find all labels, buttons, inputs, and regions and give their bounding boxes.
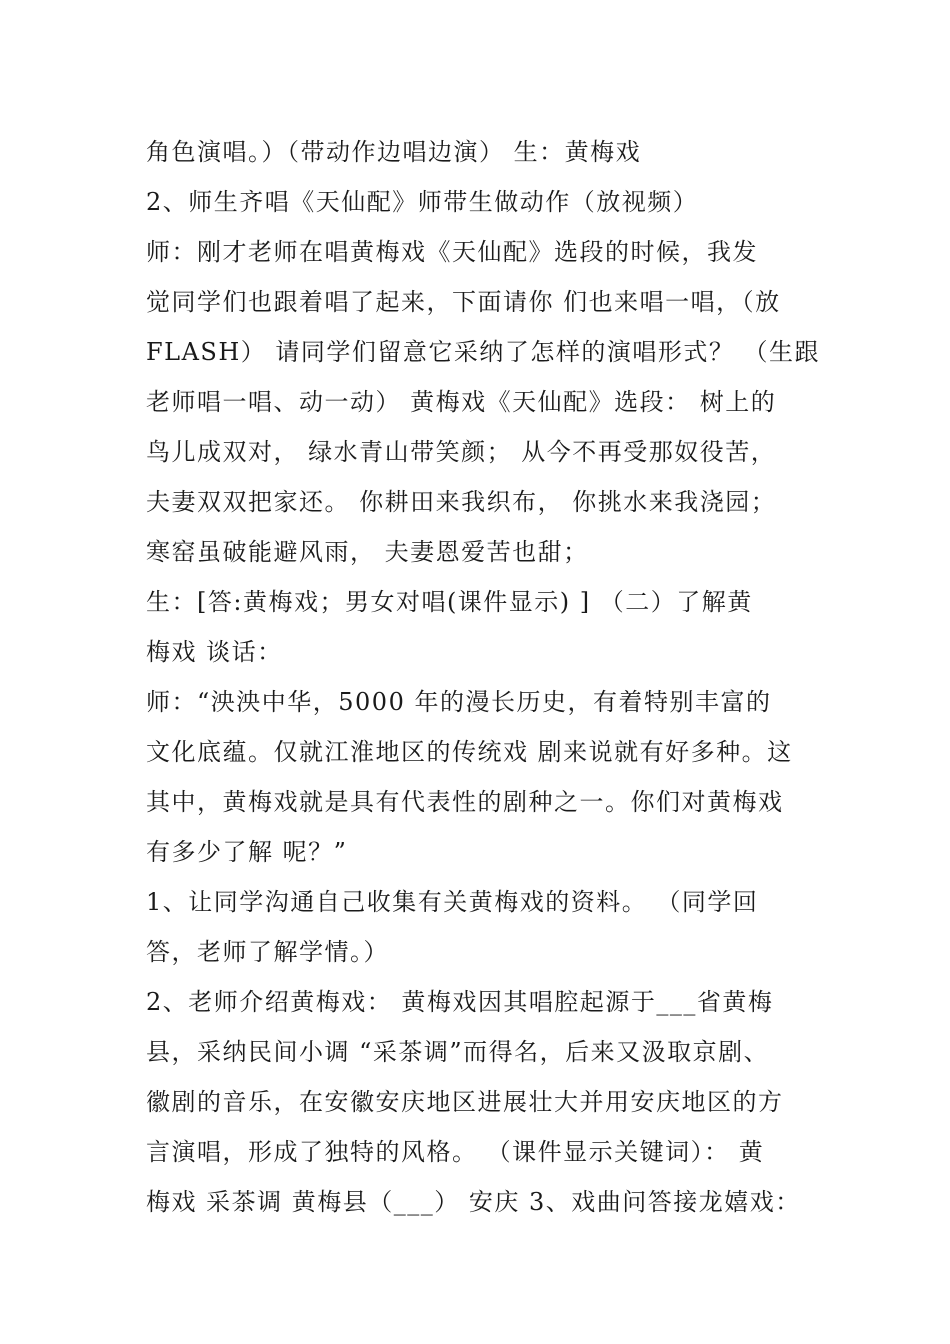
- text-line: 县，采纳民间小调 “采茶调”而得名，后来又汲取京剧、: [146, 1038, 770, 1066]
- text-line: 2、老师介绍黄梅戏： 黄梅戏因其唱腔起源于___省黄梅: [146, 988, 774, 1016]
- text-line: 老师唱一唱、动一动） 黄梅戏《天仙配》选段： 树上的: [146, 388, 777, 416]
- text-line: 梅戏 采茶调 黄梅县（___） 安庆 3、戏曲问答接龙嬉戏：: [146, 1188, 801, 1216]
- text-line: 文化底蕴。仅就江淮地区的传统戏 剧来说就有好多种。这: [146, 738, 793, 766]
- text-line: 鸟儿成双对， 绿水青山带笑颜； 从今不再受那奴役苦，: [146, 438, 777, 466]
- document-body: [146, 127, 826, 1227]
- text-line: 师：刚才老师在唱黄梅戏《天仙配》选段的时候，我发: [146, 238, 758, 266]
- text-line: 生：[答:黄梅戏；男女对唱(课件显示) ] （二）了解黄: [146, 588, 753, 616]
- text-line: 2、师生齐唱《天仙配》师带生做动作（放视频）: [146, 188, 699, 216]
- text-line: 其中，黄梅戏就是具有代表性的剧种之一。你们对黄梅戏: [146, 788, 784, 816]
- text-line: 言演唱，形成了独特的风格。 （课件显示关键词）： 黄: [146, 1138, 765, 1166]
- text-line: 答，老师了解学情。）: [146, 938, 389, 966]
- text-line: 角色演唱。）（带动作边唱边演） 生：黄梅戏: [146, 138, 642, 166]
- text-line: 夫妻双双把家还。 你耕田来我织布， 你挑水来我浇园；: [146, 488, 777, 516]
- text-line: 梅戏 谈话：: [146, 638, 283, 666]
- text-line: 觉同学们也跟着唱了起来，下面请你 们也来唱一唱，（放: [146, 288, 781, 316]
- text-line: 寒窑虽破能避风雨， 夫妻恩爱苦也甜；: [146, 538, 589, 566]
- text-line: 师：“泱泱中华，5000 年的漫长历史，有着特别丰富的: [146, 688, 772, 716]
- text-line: 有多少了解 呢？”: [146, 838, 348, 866]
- text-line: 徽剧的音乐，在安徽安庆地区进展壮大并用安庆地区的方: [146, 1088, 784, 1116]
- text-line: 1、让同学沟通自己收集有关黄梅戏的资料。 （同学回: [146, 888, 759, 916]
- text-line: FLASH） 请同学们留意它采纳了怎样的演唱形式？ （生跟: [146, 338, 821, 366]
